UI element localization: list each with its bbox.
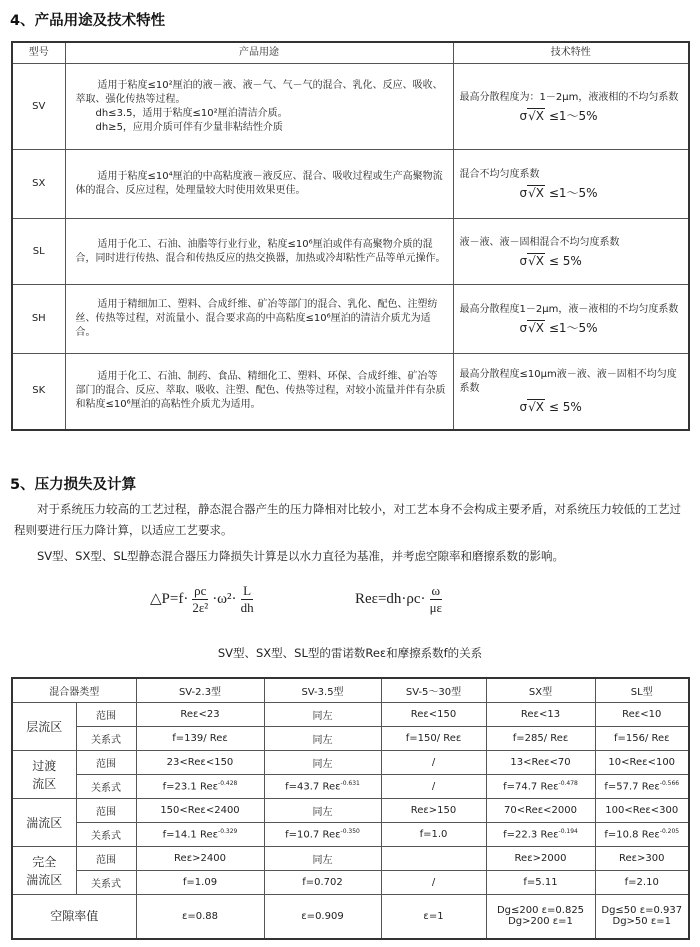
table-row-void: [12, 895, 689, 939]
cell: 同左: [264, 727, 381, 751]
cell: Reε>2400: [136, 847, 264, 871]
cell: Reε>150: [381, 799, 486, 823]
row-label: 范围: [76, 847, 136, 871]
reynolds-friction-table: [11, 677, 690, 940]
uniformity-formula: σ√X ≤1～5%: [519, 186, 598, 200]
cell: f=74.7 Reε$^{-0.478}$: [486, 775, 595, 799]
zone-full-turbulent: 完全 湍流区: [12, 847, 76, 895]
col-model: 型号: [12, 42, 65, 64]
cell: 同左: [264, 799, 381, 823]
use-text: 适用于粘度≤10²厘泊的液－液、液－气、气－气的混合、乳化、反应、吸收、萃取、强化传热等过程。: [75, 79, 443, 105]
section5-title: 5、压力损失及计算: [10, 477, 137, 493]
table-row: [12, 871, 689, 895]
cell: 150<Reε<2400: [136, 799, 264, 823]
cell: f=5.11: [486, 871, 595, 895]
cell: 同左: [264, 847, 381, 871]
use-text: dh≤3.5，适用于粘度≤10²厘泊清洁介质。: [95, 107, 288, 119]
header-row: [12, 678, 689, 703]
cell: 23<Reε<150: [136, 751, 264, 775]
row-label: 范围: [76, 703, 136, 727]
cell: f=57.7 Reε$^{-0.566}$: [595, 775, 689, 799]
use-text: 适用于化工、石油、制药、食品、精细化工、塑料、环保、合成纤维、矿冶等部门的混合、反应、萃取、吸收、注塑、配色、传热等过程，对较小流量并伴有杂质和粘度≤10⁶厘泊的高粘性介质尤为适用。: [75, 371, 446, 411]
spec-cell: [453, 64, 689, 150]
cell: f=14.1 Reε$^{-0.329}$: [136, 823, 264, 847]
model-code: SK: [12, 354, 65, 430]
spec-text: 最高分散程度1－2μm，液－液相的不均匀度系数: [459, 304, 679, 315]
table-row: [12, 823, 689, 847]
use-text: dh≥5，应用介质可伴有少量非粘结性介质: [95, 121, 283, 133]
cell: f=285/ Reε: [486, 727, 595, 751]
cell: 同左: [264, 703, 381, 727]
row-label: 关系式: [76, 823, 136, 847]
table-row: [12, 703, 689, 727]
row-label: 关系式: [76, 871, 136, 895]
cell: ε=1: [381, 895, 486, 939]
cell: Reε<150: [381, 703, 486, 727]
cell: f=0.702: [264, 871, 381, 895]
row-label: 关系式: [76, 727, 136, 751]
row-label: 范围: [76, 799, 136, 823]
spec-cell: [453, 285, 689, 354]
cell: [381, 847, 486, 871]
col-use: 产品用途: [65, 42, 453, 64]
col-sl: SL型: [595, 678, 689, 703]
col-mixer-type: 混合器类型: [12, 678, 136, 703]
cell: f=2.10: [595, 871, 689, 895]
row-sk: [12, 354, 689, 430]
model-code: SX: [12, 150, 65, 219]
table-row: [12, 799, 689, 823]
cell: f=22.3 Reε$^{-0.194}$: [486, 823, 595, 847]
cell: /: [381, 751, 486, 775]
col-sx: SX型: [486, 678, 595, 703]
table-row: [12, 775, 689, 799]
col-sv530: SV-5～30型: [381, 678, 486, 703]
row-sh: [12, 285, 689, 354]
cell: f=139/ Reε: [136, 727, 264, 751]
spec-text: 液－液、液－固相混合不均匀度系数: [459, 236, 620, 248]
section4-title: 4、产品用途及技术特性: [10, 13, 166, 29]
spec-cell: [453, 219, 689, 285]
cell: ε=0.88: [136, 895, 264, 939]
cell: 10<Reε<100: [595, 751, 689, 775]
use-cell: [65, 354, 453, 430]
cell: Reε>2000: [486, 847, 595, 871]
cell: 13<Reε<70: [486, 751, 595, 775]
spec-text: 混合不均匀度系数: [459, 169, 540, 180]
model-code: SH: [12, 285, 65, 354]
cell: f=10.8 Reε$^{-0.205}$: [595, 823, 689, 847]
row-sl: [12, 219, 689, 285]
pressure-drop-equation: △P=f· $\frac{\rho c}{\text{2ε²}}$ ·ω²· $\frac{L}{dh}$: [150, 583, 254, 615]
paragraph: 对于系统压力较高的工艺过程，静态混合器产生的压力降相对比较小，对工艺本身不会构成主要矛盾，对系统压力较低的工艺过程则要进行压力降计算，以适应工艺要求。: [14, 502, 681, 537]
header-row: [12, 42, 689, 64]
cell: Reε<13: [486, 703, 595, 727]
cell: 同左: [264, 751, 381, 775]
col-sv23: SV-2.3型: [136, 678, 264, 703]
table-caption: SV型、SX型、SL型的雷诺数Reε和摩擦系数f的关系: [217, 646, 483, 660]
cell: f=10.7 Reε$^{-0.350}$: [264, 823, 381, 847]
cell: f=23.1 Reε$^{-0.428}$: [136, 775, 264, 799]
spec-cell: [453, 354, 689, 430]
cell: 70<Reε<2000: [486, 799, 595, 823]
cell: f=156/ Reε: [595, 727, 689, 751]
cell: f=43.7 Reε$^{-0.631}$: [264, 775, 381, 799]
use-text: 适用于粘度≤10⁴厘泊的中高粘度液－液反应、混合、吸收过程或生产高聚物流体的混合、反应过程，处理量较大时使用效果更佳。: [75, 171, 443, 196]
use-text: 适用于化工、石油、油脂等行业行业，粘度≤10⁶厘泊或伴有高聚物介质的混合，同时进行传热、混合和传热反应的热交换器，加热或冷却粘性产品等单元操作。: [75, 238, 446, 264]
cell: /: [381, 871, 486, 895]
spec-text: 最高分散程度为：1－2μm，液液相的不均匀系数: [459, 91, 679, 103]
model-code: SV: [12, 64, 65, 150]
cell: f=1.0: [381, 823, 486, 847]
uniformity-formula: σ√X ≤ 5%: [519, 400, 582, 415]
col-spec: 技术特性: [453, 42, 689, 64]
cell: Reε<23: [136, 703, 264, 727]
model-code: SL: [12, 219, 65, 285]
table-row: [12, 727, 689, 751]
cell: f=1.09: [136, 871, 264, 895]
col-sv35: SV-3.5型: [264, 678, 381, 703]
reynolds-equation: Reε=dh·ρc· $\frac{\omega}{\mu\varepsilon}$: [355, 583, 442, 615]
spec-text: 最高分散程度≤10μm液－液、液－固相不均匀度系数: [459, 369, 677, 395]
table-row: [12, 751, 689, 775]
cell: /: [381, 775, 486, 799]
row-sv: [12, 64, 689, 150]
row-label: 关系式: [76, 775, 136, 799]
use-cell: [65, 219, 453, 285]
uniformity-formula: σ√X ≤1～5%: [519, 321, 598, 335]
spec-cell: [453, 150, 689, 219]
cell: Reε>300: [595, 847, 689, 871]
row-sx: [12, 150, 689, 219]
cell: Reε<10: [595, 703, 689, 727]
use-text: 适用于精细加工、塑料、合成纤维、矿冶等部门的混合、乳化、配色、注塑纺丝、传热等过程，对流量小、混合要求高的中高粘度≤10⁶厘泊的清洁介质尤为适合。: [75, 299, 438, 338]
cell: 100<Reε<300: [595, 799, 689, 823]
use-cell: [65, 285, 453, 354]
void-ratio-label: 空隙率值: [12, 895, 136, 939]
uniformity-formula: σ√X ≤1～5%: [519, 108, 598, 123]
product-use-table: [11, 41, 690, 431]
zone-transition: 过渡 流区: [12, 751, 76, 799]
zone-turbulent: 湍流区: [12, 799, 76, 847]
zone-laminar: 层流区: [12, 703, 76, 751]
cell: ε=0.909: [264, 895, 381, 939]
cell: Dg≤200 ε=0.825 Dg>200 ε=1: [486, 895, 595, 939]
cell: f=150/ Reε: [381, 727, 486, 751]
row-label: 范围: [76, 751, 136, 775]
table-row: [12, 847, 689, 871]
use-cell: [65, 64, 453, 150]
cell: Dg≤50 ε=0.937 Dg>50 ε=1: [595, 895, 689, 939]
uniformity-formula: σ√X ≤ 5%: [519, 253, 582, 268]
paragraph: SV型、SX型、SL型静态混合器压力降损失计算是以水力直径为基准，并考虑空隙率和磨擦系数的影响。: [37, 549, 565, 563]
use-cell: [65, 150, 453, 219]
